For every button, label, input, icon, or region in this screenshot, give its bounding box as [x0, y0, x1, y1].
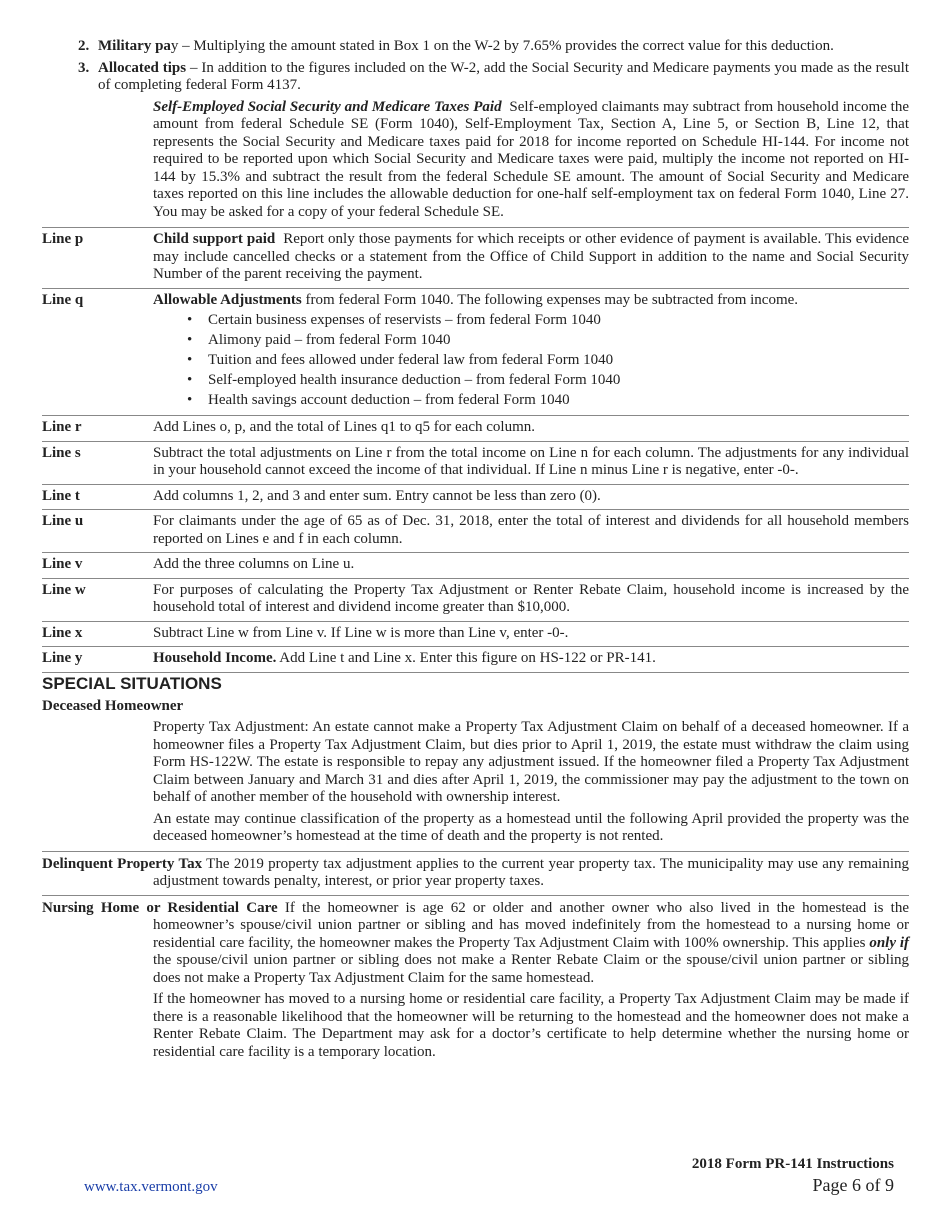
item-title: Military pa [98, 38, 171, 54]
nursing-text-b: the spouse/civil union partner or sibling does not make a Renter Rebate Claim or the spouse/civil union partner or sibling does not make a Property Tax Adjustment Claim for the same homestead. [153, 952, 909, 986]
line-label: Line s [42, 444, 81, 461]
line-text: Subtract Line w from Line v. If Line w is more than Line v, enter -0-. [153, 624, 569, 641]
line-text: For purposes of calculating the Property Tax Adjustment or Renter Rebate Claim, household income is increased by the household total of interest and dividend income greater than $10,000. [153, 581, 909, 616]
line-text: For claimants under the age of 65 as of Dec. 31, 2018, enter the total of interest and dividends for all household members reported on Lines e and f in each column. [153, 513, 909, 547]
delinquent-text: The 2019 property tax adjustment applies to the current year property tax. The municipality may use any remaining adjustment towards penalty, interest, or prior year property taxes. [153, 855, 910, 890]
delinquent-property-tax-block [42, 851, 909, 895]
line-label: Line u [42, 513, 84, 530]
item-title-tail: y [170, 38, 179, 54]
line-s-row [42, 441, 909, 484]
deceased-para-1: Property Tax Adjustment: An estate cannot make a Property Tax Adjustment Claim on behalf of a deceased homeowner. If a homeowner files a Property Tax Adjustment Claim, but dies prior to April 1, 2019, the estate must withdraw the claim using Form HS-122W. The estate is responsible to repay any adjustment issued. If the homeowner filed a Property Tax Adjustment Claim between January and March 31 and dies after April 1, 2019, the commissioner may pay the adjustment to the town on behalf of another member of the household with ownership interest. [153, 719, 909, 806]
line-label: Line q [42, 291, 84, 308]
line-q-row [42, 288, 909, 416]
line-w-row [42, 578, 909, 621]
line-label: Line x [42, 624, 83, 641]
line-label: Line v [42, 556, 83, 573]
line-x-row [42, 621, 909, 647]
line-t-row [42, 484, 909, 510]
special-situations-heading: SPECIAL SITUATIONS [42, 673, 222, 693]
line-text: Add columns 1, 2, and 3 and enter sum. Entry cannot be less than zero (0). [153, 487, 601, 504]
list-item-military-pay [78, 38, 909, 56]
item-number: 2. [78, 38, 90, 54]
nursing-text-a: If the homeowner is age 62 or older and another owner who also lived in the homestead is the homeowner’s spouse/civil union partner or sibling and has moved indefinitely from the homestead to a nursing home or residential care facility, the homeowner makes the Property Tax Adjustment Claim with 100% ownership. This applies [153, 899, 909, 951]
line-r-row [42, 415, 909, 441]
line-text: Add the three columns on Line u. [153, 556, 355, 573]
list-item: • Tuition and fees allowed under federal law from federal Form 1040 [187, 351, 614, 368]
self-employed-title: Self-Employed Social Security and Medicare Taxes Paid [153, 98, 502, 115]
list-item-allocated-tips [78, 60, 909, 95]
line-text: Add Lines o, p, and the total of Lines q1 to q5 for each column. [153, 419, 535, 436]
list-item: • Certain business expenses of reservists – from federal Form 1040 [187, 312, 601, 328]
nursing-emphasis: only if [869, 934, 909, 951]
line-label: Line w [42, 581, 86, 598]
footer-form-title: 2018 Form PR-141 Instructions [691, 1156, 894, 1172]
adjustments-list [153, 312, 909, 409]
line-p-row [42, 227, 909, 288]
line-text: Report only those payments for which receipts or other evidence of payment is available. This evidence may include cancelled checks or a statement from the Office of Child Support in addition to the name and Social Security Number of the parent receiving the payment. [153, 231, 909, 282]
nursing-heading: Nursing Home or Residential Care [42, 899, 278, 916]
item-title: Allocated tips [98, 59, 187, 76]
footer-page-number: Page 6 of 9 [812, 1175, 894, 1195]
line-title: Child support paid [153, 231, 276, 247]
line-text: Add Line t and Line x. Enter this figure on HS-122 or PR-141. [276, 650, 656, 667]
self-employed-paragraph [153, 99, 909, 222]
bullet-icon: • [187, 331, 193, 348]
line-title: Allowable Adjustments [153, 291, 302, 308]
bullet-icon: • [187, 351, 193, 368]
list-item: • Alimony paid – from federal Form 1040 [187, 331, 451, 348]
self-employed-text: Self-employed claimants may subtract from household income the amount from federal Schedule SE (Form 1040), Self-Employment Tax, Section A, Line 5, or Section B, Line 12, that represents the Social Security and Medicare taxes paid for 2018 for income reported on Schedule HI-144. For income not required to be reported upon which Social Security and Medicare taxes were paid, multiply the income not reported on HI-144 by 15.3% and subtract the result from the federal Schedule SE amount. The amount of Social Security and Medicare taxes reported on this line includes the allowable deduction for one-half self-employment tax on federal Form 1040, Line 27. You may be asked for a copy of your federal Schedule SE. [153, 98, 909, 220]
bullet-icon: • [187, 391, 193, 408]
nursing-home-block [42, 895, 909, 1066]
line-label: Line r [42, 419, 82, 436]
line-title: Household Income. [153, 650, 277, 667]
deceased-homeowner-heading: Deceased Homeowner [42, 697, 184, 714]
document-page [42, 38, 909, 1065]
line-v-row [42, 552, 909, 578]
deceased-para-2: An estate may continue classification of the property as a homestead until the following April provided the property was the deceased homeowner’s homestead at the time of death and the property is not rented. [153, 810, 909, 845]
item-text: – In addition to the figures included on the W-2, add the Social Security and Medicare payments you made as the result of completing federal Form 4137. [98, 59, 910, 93]
delinquent-heading: Delinquent Property Tax [42, 855, 203, 872]
line-text: from federal Form 1040. The following expenses may be subtracted from income. [301, 291, 799, 308]
item-text: – Multiplying the amount stated in Box 1 on the W-2 by 7.65% provides the correct value for this deduction. [178, 38, 834, 54]
bullet-icon: • [187, 371, 193, 388]
bullet-icon: • [187, 312, 193, 328]
list-item: • Self-employed health insurance deduction – from federal Form 1040 [187, 371, 621, 388]
line-text: Subtract the total adjustments on Line r from the total income on Line n for each column. The adjustments for any individual in your household cannot exceed the income of that individual. If Line n minus Line r is negative, enter -0-. [153, 444, 909, 479]
nursing-para-2: If the homeowner has moved to a nursing home or residential care facility, a Property Tax Adjustment Claim may be made if there is a reasonable likelihood that the homeowner will be returning to the homestead and the homeowner does not make a Renter Rebate Claim. The Department may ask for a doctor’s certificate to help determine whether the nursing home or residential care facility is a temporary location. [153, 991, 909, 1060]
item-number: 3. [78, 59, 90, 76]
line-label: Line p [42, 231, 84, 247]
list-item: • Health savings account deduction – from federal Form 1040 [187, 391, 570, 408]
line-label: Line y [42, 650, 83, 667]
website-link[interactable]: www.tax.vermont.gov [84, 1179, 218, 1195]
line-label: Line t [42, 487, 80, 504]
line-u-row [42, 509, 909, 552]
line-y-row [42, 646, 909, 673]
